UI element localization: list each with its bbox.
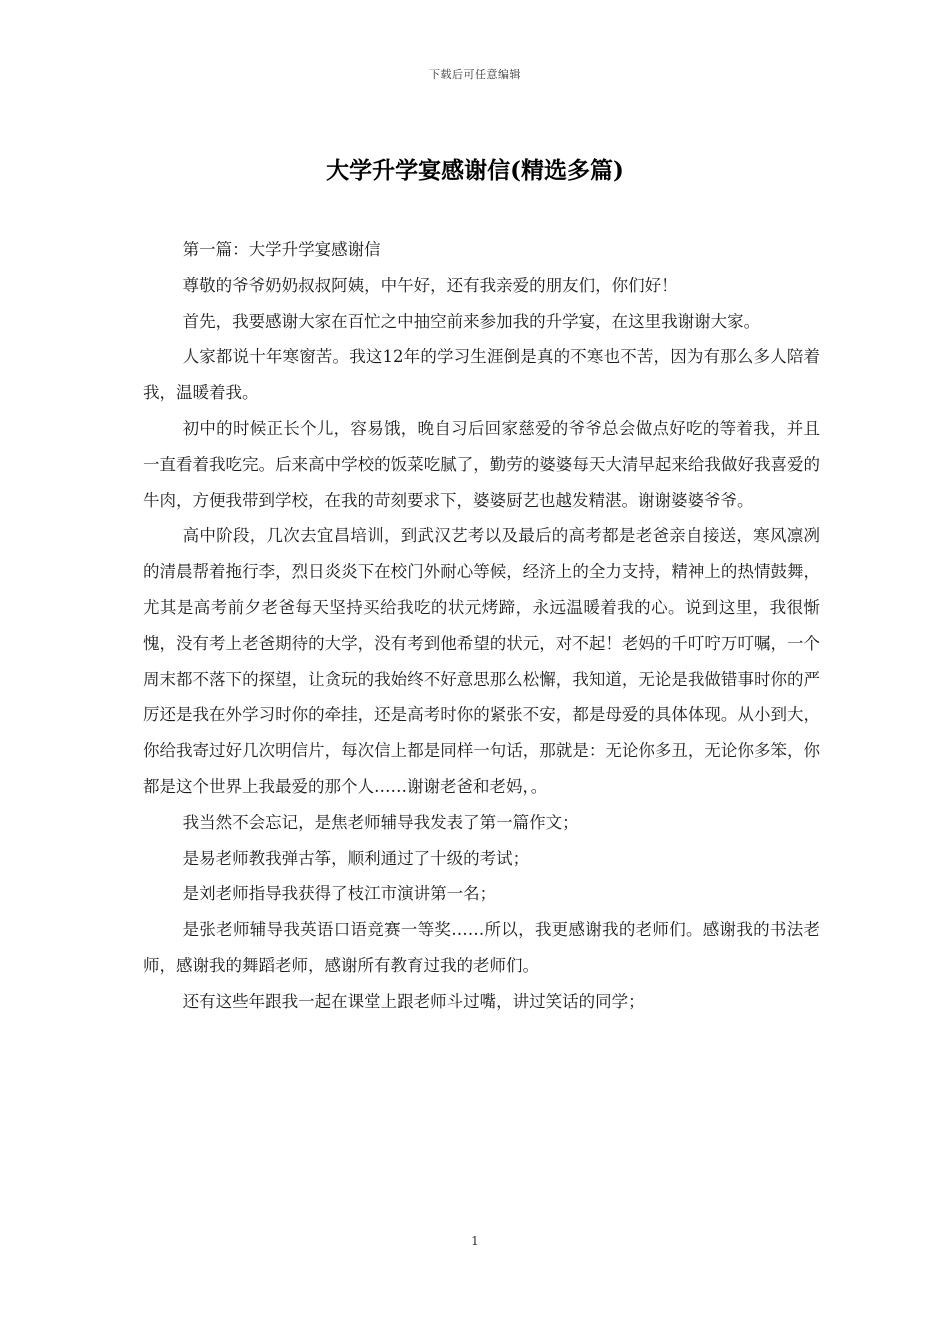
- paragraph: 还有这些年跟我一起在课堂上跟老师斗过嘴，讲过笑话的同学；: [182, 991, 645, 1011]
- paragraph: 人家都说十年寒窗苦。我这12年的学习生涯倒是真的不寒也不苦，因为有那么多人陪着我，温暖着我。: [143, 347, 820, 403]
- paragraph: 尊敬的爷爷奶奶叔叔阿姨，中午好，还有我亲爱的朋友们，你们好！: [182, 275, 678, 295]
- paragraph: 是易老师教我弹古筝，顺利通过了十级的考试；: [182, 848, 530, 868]
- paragraph: 是刘老师指导我获得了枝江市演讲第一名；: [182, 884, 497, 904]
- page-header: 下载后可任意编辑: [429, 68, 521, 81]
- paragraph: 高中阶段，几次去宜昌培训，到武汉艺考以及最后的高考都是老爸亲自接送，寒风凛冽的清晨帮着拖行李，烈日炎炎下在校门外耐心等候，经济上的全力支持，精神上的热情鼓舞，尤其是高考前夕老爸每天坚持买给我吃的状元烤蹄，永远温暖着我的心。说到这里，我很惭愧，没有考上老爸期待的大学，没有考到他希望的状元，对不起！老妈的千叮咛万叮嘱，一个周末都不落下的探望，让贪玩的我始终不好意思那么松懈，我知道，无论是我做错事时你的严厉还是我在外学习时你的牵挂，还是高考时你的紧张不安，都是母爱的具体体现。从小到大，你给我寄过好几次明信片，每次信上都是同样一句话，那就是：无论你多丑，无论你多笨，你都是这个世界上我最爱的那个人……谢谢老爸和老妈，。: [143, 526, 820, 796]
- paragraph: 首先，我要感谢大家在百忙之中抽空前来参加我的升学宴，在这里我谢谢大家。: [182, 311, 761, 331]
- paragraph: 我当然不会忘记，是焦老师辅导我发表了第一篇作文；: [182, 812, 579, 832]
- paragraph: 是张老师辅导我英语口语竞赛一等奖……所以，我更感谢我的老师们。感谢我的书法老师，感谢我的舞蹈老师，感谢所有教育过我的老师们。: [143, 920, 820, 975]
- section-heading: 第一篇：大学升学宴感谢信: [182, 240, 381, 259]
- page-number: 1: [471, 1234, 479, 1248]
- document-body: [143, 232, 820, 1020]
- document-title: 大学升学宴感谢信(精选多篇): [326, 157, 624, 184]
- paragraph: 初中的时候正长个儿，容易饿，晚自习后回家慈爱的爷爷总会做点好吃的等着我，并且一直看着我吃完。后来高中学校的饭菜吃腻了，勤劳的婆婆每天大清早起来给我做好我喜爱的牛肉，方便我带到学校，在我的苛刻要求下，婆婆厨艺也越发精湛。谢谢婆婆爷爷。: [143, 418, 820, 510]
